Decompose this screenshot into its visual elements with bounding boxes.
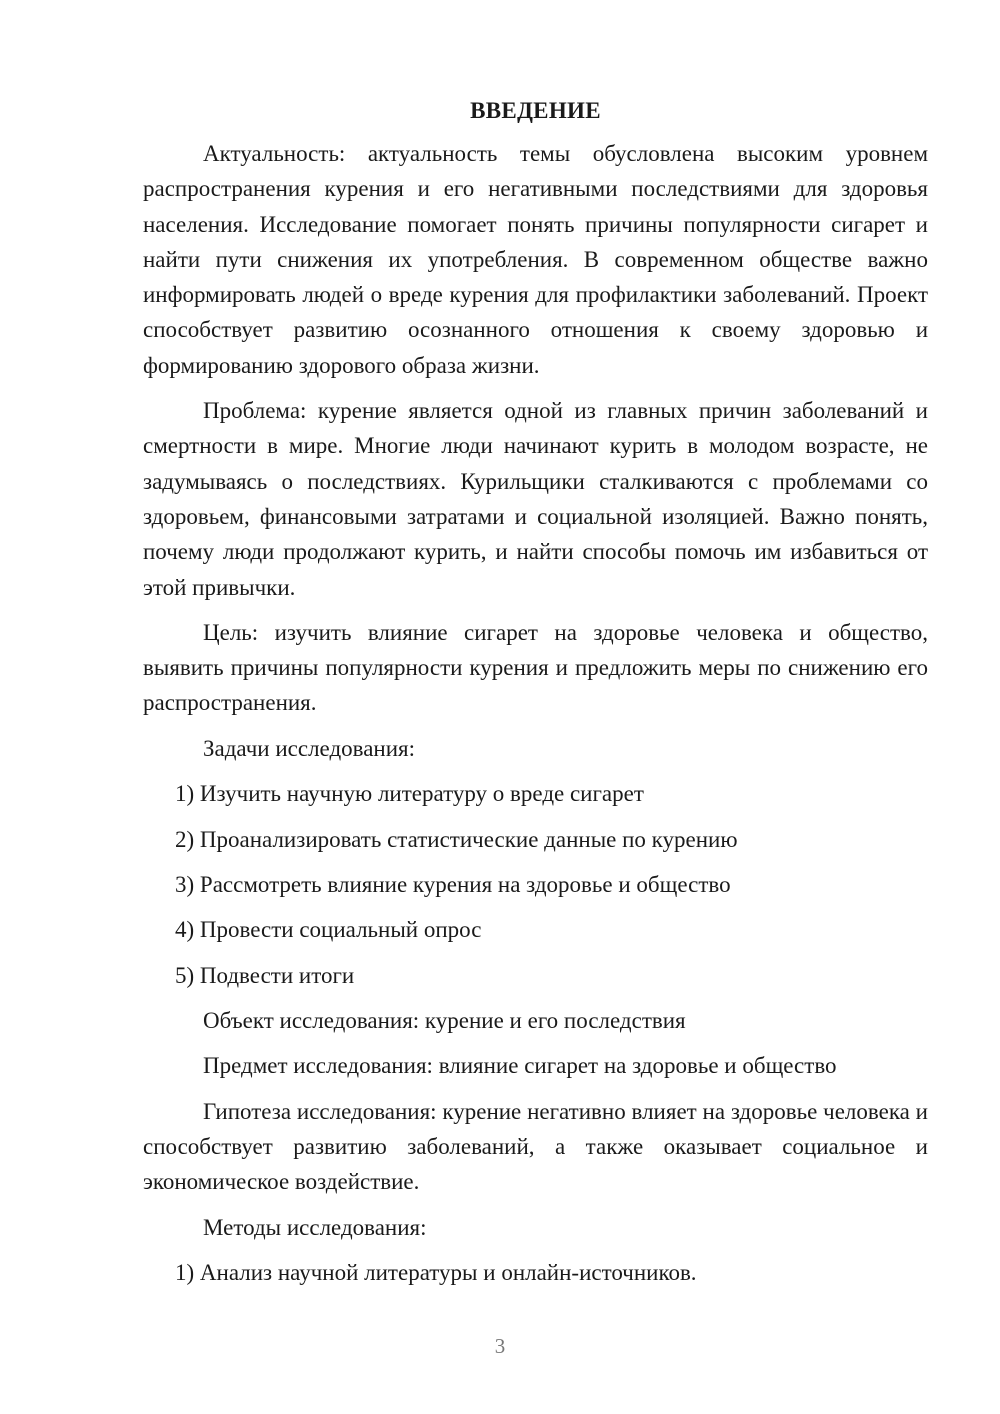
task-item: 3) Рассмотреть влияние курения на здоровье и общество [175,871,731,897]
task-item: 4) Провести социальный опрос [175,917,482,943]
research-object: Объект исследования: курение и его последствия [203,1008,686,1034]
goal-paragraph: Цель: изучить влияние сигарет на здоровье человека и общество, выявить причины популярности курения и предложить меры по снижению его распространения. [143,619,928,716]
method-item: 1) Анализ научной литературы и онлайн-источников. [175,1260,697,1286]
task-item: 1) Изучить научную литературу о вреде сигарет [175,781,644,807]
problem-paragraph: Проблема: курение является одной из главных причин заболеваний и смертности в мире. Многие люди начинают курить в молодом возрасте, не задумываясь о последствиях. Курильщики сталкиваются с проблемами со здоровьем, финансовыми затратами и социальной изоляцией. Важно понять, почему люди продолжают курить, и найти способы помочь им избавиться от этой привычки. [143,398,928,600]
section-heading: ВВЕДЕНИЕ [470,98,601,123]
task-item: 5) Подвести итоги [175,962,355,988]
page-number: 3 [494,1334,506,1358]
methods-title: Методы исследования: [203,1214,427,1240]
tasks-title: Задачи исследования: [203,735,416,761]
document-page [143,96,928,1301]
task-item: 2) Проанализировать статистические данные по курению [175,826,738,852]
research-subject: Предмет исследования: влияние сигарет на здоровье и общество [203,1053,837,1079]
relevance-paragraph: Актуальность: актуальность темы обусловлена высоким уровнем распространения курения и его негативными последствиями для здоровья населения. Исследование помогает понять причины популярности сигарет и найти пути снижения их употребления. В современном обществе важно информировать людей о вреде курения для профилактики заболеваний. Проект способствует развитию осознанного отношения к своему здоровью и формированию здорового образа жизни. [143,141,928,378]
hypothesis-paragraph: Гипотеза исследования: курение негативно влияет на здоровье человека и способствует развитию заболеваний, а также оказывает социальное и экономическое воздействие. [143,1098,928,1195]
